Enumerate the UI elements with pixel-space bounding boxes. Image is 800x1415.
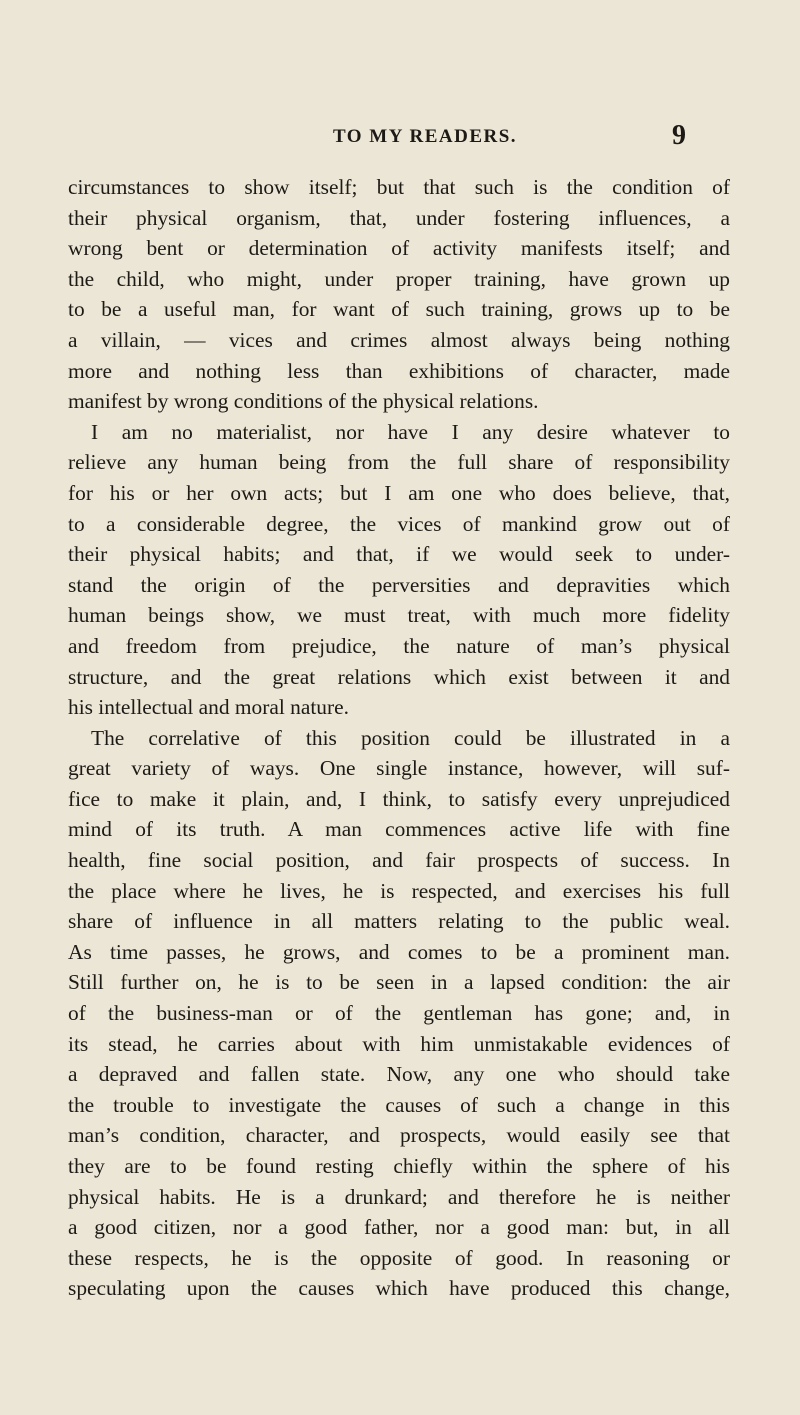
text-line: the trouble to investigate the causes of such a change in this: [68, 1092, 730, 1117]
text-line: great variety of ways. One single instance, however, will suf-: [68, 756, 730, 781]
text-line: I am no materialist, nor have I any desire whatever to: [91, 419, 730, 444]
text-line: share of influence in all matters relating to the public weal.: [68, 909, 730, 934]
page-number: 9: [672, 120, 686, 151]
text-line: manifest by wrong conditions of the physical relations.: [68, 389, 539, 414]
text-line: to a considerable degree, the vices of mankind grow out of: [68, 511, 730, 536]
text-line: structure, and the great relations which exist between it and: [68, 664, 730, 689]
text-line: human beings show, we must treat, with much more fidelity: [68, 603, 730, 628]
text-line: they are to be found resting chiefly within the sphere of his: [68, 1154, 730, 1178]
text-line: a good citizen, nor a good father, nor a good man: but, in all: [68, 1215, 730, 1240]
running-title: TO MY READERS.: [332, 126, 518, 147]
text-line: man’s condition, character, and prospects, would easily see that: [68, 1123, 730, 1148]
running-head: [0, 122, 800, 154]
text-line: speculating upon the causes which have produced this change,: [68, 1276, 730, 1301]
text-line: and freedom from prejudice, the nature of man’s physical: [68, 633, 730, 658]
text-line: more and nothing less than exhibitions of character, made: [68, 358, 730, 383]
text-line: The correlative of this position could be illustrated in a: [91, 725, 730, 750]
text-line: fice to make it plain, and, I think, to satisfy every unprejudiced: [68, 786, 730, 811]
text-line: mind of its truth. A man commences active life with fine: [68, 817, 730, 842]
text-line: the child, who might, under proper training, have grown up: [68, 266, 730, 291]
text-line: to be a useful man, for want of such training, grows up to be: [68, 297, 730, 322]
text-line: physical habits. He is a drunkard; and therefore he is neither: [68, 1184, 730, 1209]
body-text: [68, 172, 730, 1304]
text-line: stand the origin of the perversities and depravities which: [68, 572, 730, 597]
text-line: a depraved and fallen state. Now, any one who should take: [68, 1062, 730, 1087]
text-line: of the business-man or of the gentleman has gone; and, in: [68, 1001, 730, 1026]
text-line: relieve any human being from the full share of responsibility: [68, 450, 730, 475]
text-line: their physical organism, that, under fostering influences, a: [68, 205, 730, 230]
text-line: his intellectual and moral nature.: [68, 695, 349, 720]
text-line: their physical habits; and that, if we would seek to under-: [68, 542, 730, 567]
text-line: wrong bent or determination of activity manifests itself; and: [68, 236, 730, 261]
text-line: for his or her own acts; but I am one who does believe, that,: [68, 480, 730, 505]
text-line: As time passes, he grows, and comes to be a prominent man.: [68, 939, 730, 964]
text-line: a villain, — vices and crimes almost always being nothing: [68, 327, 730, 352]
text-line: health, fine social position, and fair prospects of success. In: [68, 848, 730, 873]
text-line: circumstances to show itself; but that such is the condition of: [68, 175, 730, 199]
text-line: these respects, he is the opposite of good. In reasoning or: [68, 1245, 730, 1270]
text-line: its stead, he carries about with him unmistakable evidences of: [68, 1031, 730, 1056]
text-line: the place where he lives, he is respected, and exercises his full: [68, 878, 730, 903]
text-line: Still further on, he is to be seen in a lapsed condition: the air: [68, 970, 730, 995]
